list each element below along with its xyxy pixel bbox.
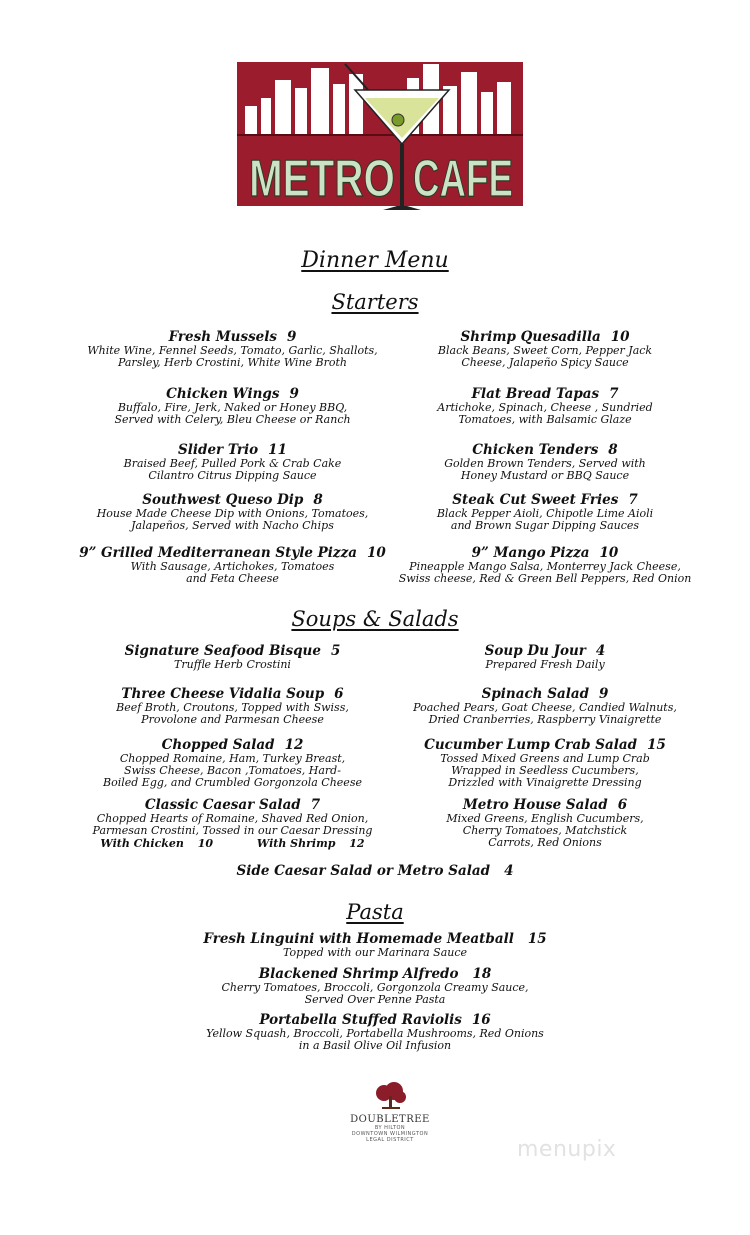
menu-item: 9” Grilled Mediterranean Style Pizza 10 With Sausage, Artichokes, Tomatoes and Feta Cheese [79,545,386,585]
menu-item: Soup Du Jour 4 Prepared Fresh Daily [484,643,606,671]
menu-item: Fresh Mussels 9 White Wine, Fennel Seeds, Tomato, Garlic, Shallots, Parsley, Herb Crostini, White Wine Broth [87,329,378,369]
menu-item: Signature Seafood Bisque 5 Truffle Herb Crostini [124,643,341,671]
menu-item: Spinach Salad 9 Poached Pears, Goat Cheese, Candied Walnuts, Dried Cranberries, Raspberry Vinaigrette [413,686,677,726]
section-heading-starters: Starters [331,290,419,314]
menu-item: Chicken Tenders 8 Golden Brown Tenders, Served with Honey Mustard or BBQ Sauce [444,442,646,482]
menu-item: Shrimp Quesadilla 10 Black Beans, Sweet Corn, Pepper Jack Cheese, Jalapeño Spicy Sauce [437,329,653,369]
logo-text-metro: METRO [249,150,395,208]
metro-cafe-logo [237,58,523,218]
menu-item: 9” Mango Pizza 10 Pineapple Mango Salsa, Monterrey Jack Cheese, Swiss cheese, Red & Green Bell Peppers, Red Onion [398,545,692,585]
menu-item: Slider Trio 11 Braised Beef, Pulled Pork & Crab Cake Cilantro Citrus Dipping Sauce [123,442,342,482]
menu-item: Three Cheese Vidalia Soup 6 Beef Broth, Croutons, Topped with Swiss, Provolone and Parmesan Cheese [116,686,349,726]
menu-item: Cucumber Lump Crab Salad 15 Tossed Mixed Greens and Lump Crab Wrapped in Seedless Cucumbers, Drizzled with Vinaigrette Dressing [424,737,666,789]
menu-item: Classic Caesar Salad 7 Chopped Hearts of Romaine, Shaved Red Onion, Parmesan Crostini, Tossed in our Caesar Dressing With Chicken 10 With Shrimp 12 [60,797,405,850]
menu-item: Metro House Salad 6 Mixed Greens, English Cucumbers, Cherry Tomatoes, Matchstick Carrots, Red Onions [446,797,644,849]
tree-icon [368,1082,412,1110]
menu-item: Steak Cut Sweet Fries 7 Black Pepper Aioli, Chipotle Lime Aioli and Brown Sugar Dipping Sauces [436,492,654,532]
menu-item: Fresh Linguini with Homemade Meatball 15 Topped with our Marinara Sauce [203,931,547,959]
section-heading-soups-salads: Soups & Salads [291,607,459,631]
section-heading-pasta: Pasta [346,900,404,924]
menu-item: Southwest Queso Dip 8 House Made Cheese Dip with Onions, Tomatoes, Jalapeños, Served with Nacho Chips [96,492,369,532]
doubletree-logo: DOUBLETREE BY HILTON DOWNTOWN WILMINGTON LEGAL DISTRICT [335,1082,445,1140]
menu-item: Blackened Shrimp Alfredo 18 Cherry Tomatoes, Broccoli, Gorgonzola Creamy Sauce, Served Over Penne Pasta [221,966,529,1006]
watermark: menupix [517,1137,617,1162]
menu-item-side-salad: Side Caesar Salad or Metro Salad 4 [236,863,514,879]
menu-item: Chicken Wings 9 Buffalo, Fire, Jerk, Naked or Honey BBQ, Served with Celery, Bleu Cheese or Ranch [114,386,351,426]
page-title: Dinner Menu [301,248,449,273]
caesar-addons: With Chicken 10 With Shrimp 12 [100,837,365,850]
menu-item: Chopped Salad 12 Chopped Romaine, Ham, Turkey Breast, Swiss Cheese, Bacon ,Tomatoes, Hard- Boiled Egg, and Crumbled Gorgonzola Cheese [103,737,362,789]
logo-text-cafe: CAFE [413,150,513,208]
menu-item: Flat Bread Tapas 7 Artichoke, Spinach, Cheese , Sundried Tomatoes, with Balsamic Glaze [437,386,653,426]
menu-item: Portabella Stuffed Raviolis 16 Yellow Squash, Broccoli, Portabella Mushrooms, Red Onions in a Basil Olive Oil Infusion [206,1012,544,1052]
